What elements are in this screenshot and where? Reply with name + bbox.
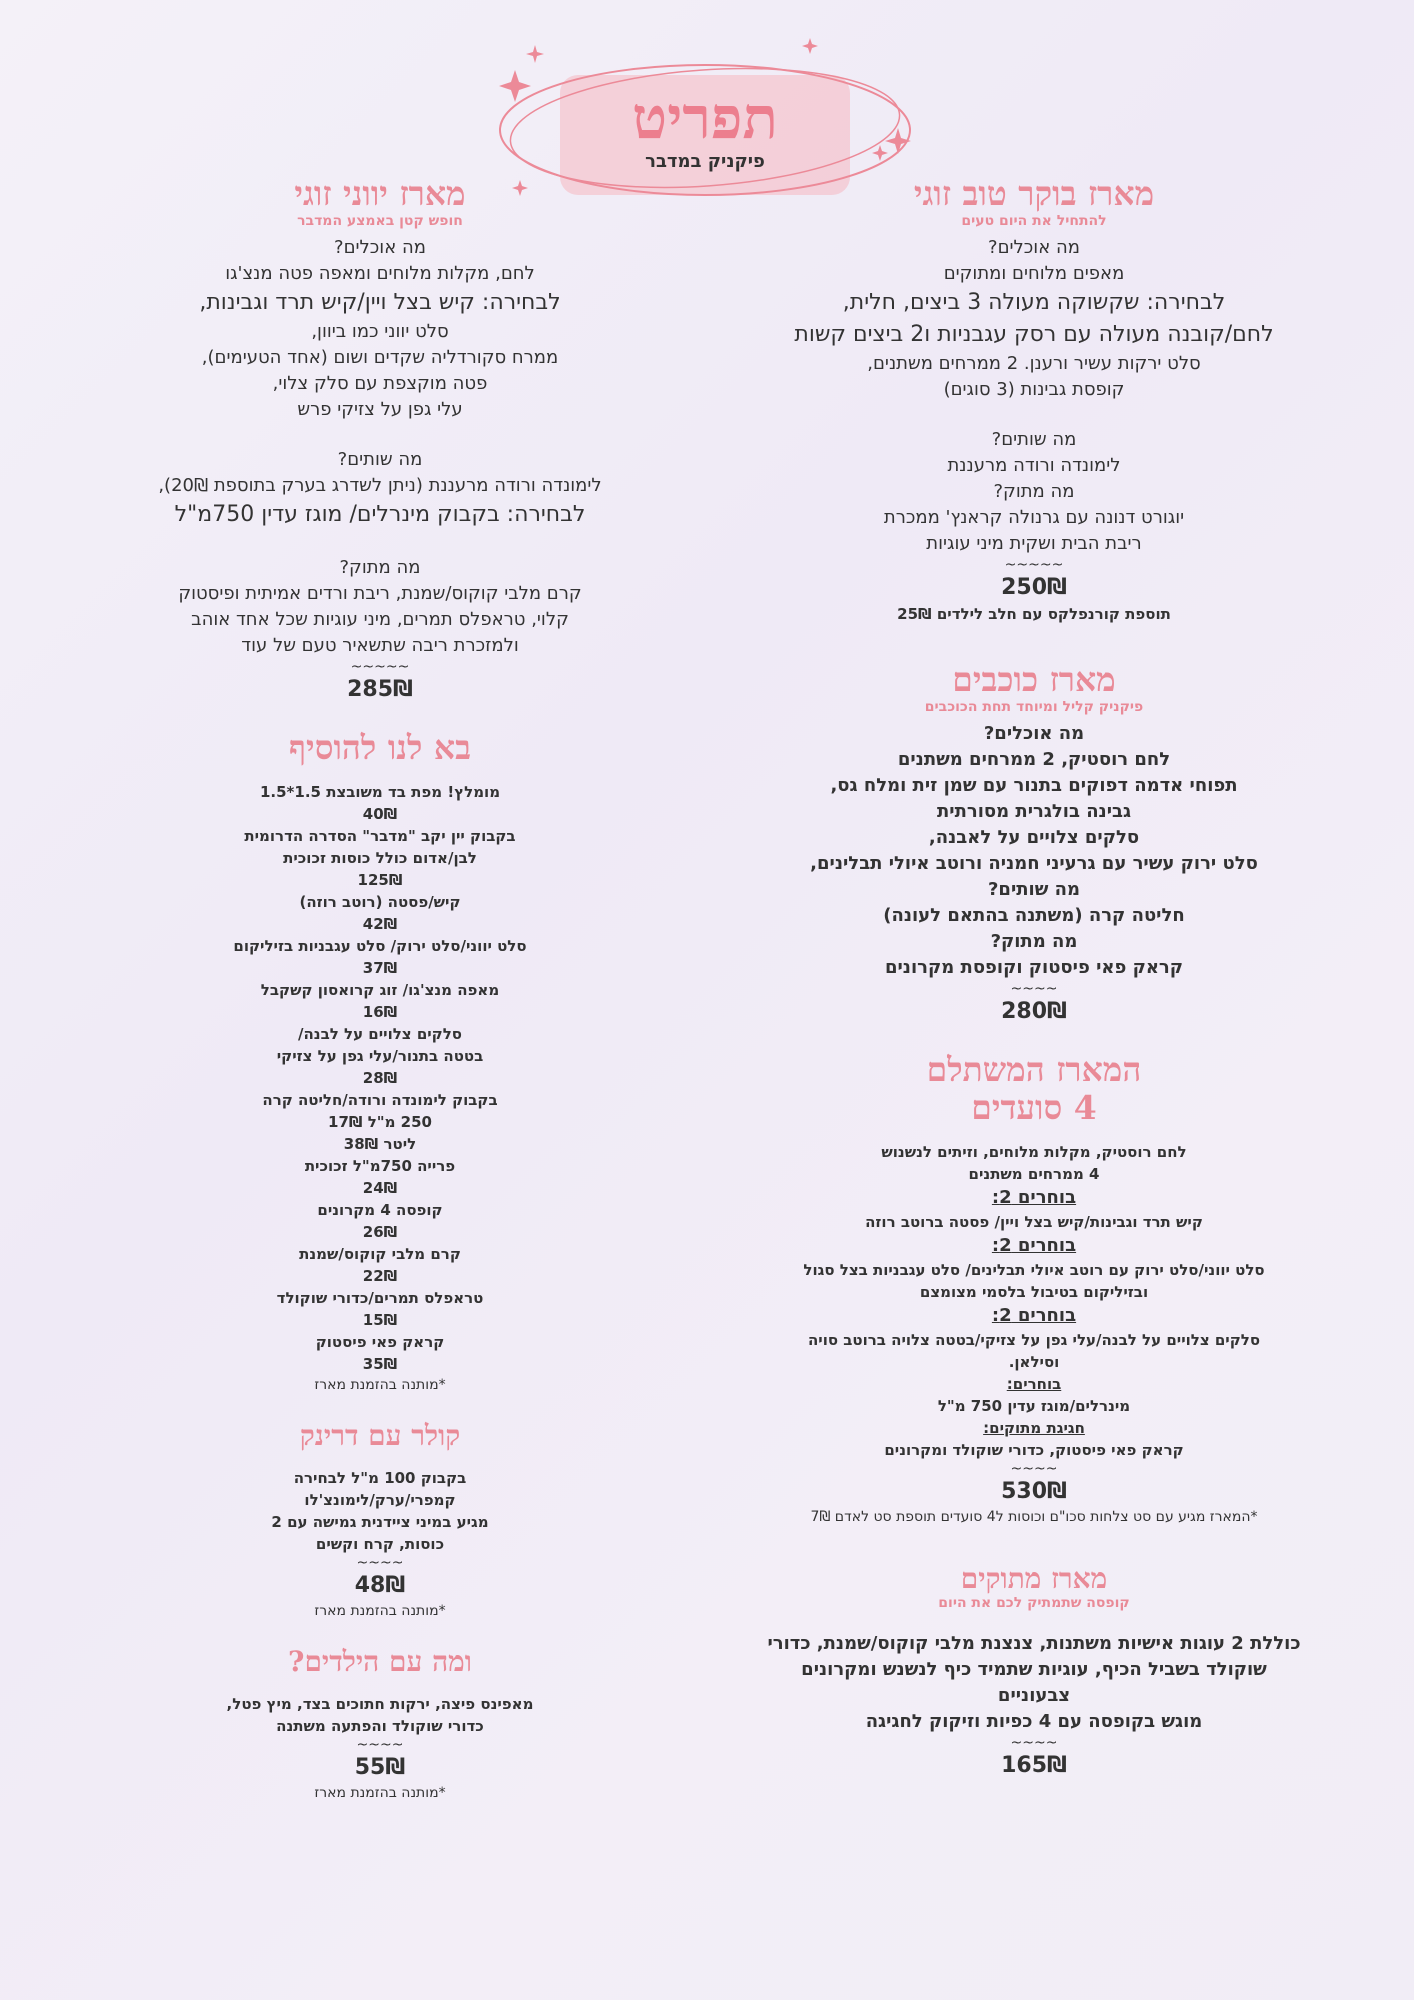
stars-package bbox=[724, 661, 1344, 1027]
section-title: מארז בוקר טוב זוגי bbox=[913, 174, 1155, 213]
menu-line: 4 ממרחים משתנים bbox=[968, 1165, 1100, 1183]
choice-label: חגיגת מתוקים: bbox=[983, 1419, 1085, 1437]
menu-line: ממרח סקורדליה שקדים ושום (אחד הטעימים), bbox=[201, 347, 559, 368]
menu-line: קיש תרד וגבינות/קיש בצל ויין/ פסטה ברוטב רוזה bbox=[865, 1213, 1203, 1231]
menu-line: קרם מלבי קוקוס/שמנת, ריבת ורדים אמיתית ופיסטוק bbox=[178, 583, 582, 604]
section-title: מארז כוכבים bbox=[952, 660, 1116, 699]
addon-price: 125₪ bbox=[357, 871, 403, 889]
menu-line: ובזיליקום בטיבול בלסמי מצומצם bbox=[919, 1283, 1149, 1301]
complete-package bbox=[724, 1051, 1344, 1527]
addon-line: מומלץ! מפת בד משובצת 1.5*1.5 bbox=[259, 783, 501, 801]
menu-line: קראק פאי פיסטוק וקופסת מקרונים bbox=[884, 957, 1184, 978]
menu-line: כוסות, קרח וקשים bbox=[315, 1535, 445, 1553]
footnote: *מותנה בהזמנת מארז bbox=[314, 1785, 446, 1801]
section-title: בא לנו להוסיף bbox=[288, 728, 472, 767]
separator: ~~~~ bbox=[356, 1555, 404, 1571]
menu-line: מה שותים? bbox=[991, 429, 1077, 450]
separator: ~~~~~ bbox=[1004, 557, 1064, 573]
price: 48₪ bbox=[354, 1573, 406, 1598]
section-subtitle: להתחיל את היום טעים bbox=[961, 213, 1107, 229]
menu-line: מוגש בקופסה עם 4 כפיות וזיקוק לחגיגה bbox=[865, 1711, 1203, 1732]
addon-line: מאפה מנצ'גו/ זוג קרואסון קשקבל bbox=[260, 981, 500, 999]
menu-line: מאפים מלוחים ומתוקים bbox=[943, 263, 1125, 284]
section-subtitle: פיקניק קליל ומיוחד תחת הכוכבים bbox=[924, 699, 1144, 715]
section-subtitle: חופש קטן באמצע המדבר bbox=[297, 213, 463, 229]
menu-line: לימונדה ורודה מרעננת (ניתן לשדרג בערק בתוספת 20₪), bbox=[158, 475, 602, 496]
right-column bbox=[724, 175, 1344, 1781]
menu-line: מאפינס פיצה, ירקות חתוכים בצד, מיץ פטל, bbox=[226, 1695, 534, 1713]
menu-line: מה מתוק? bbox=[990, 931, 1078, 952]
menu-line: לחם רוסטיק, מקלות מלוחים, וזיתים לנשנוש bbox=[881, 1143, 1187, 1161]
menu-line: קראק פאי פיסטוק, כדורי שוקולד ומקרונים bbox=[884, 1441, 1184, 1459]
price: 280₪ bbox=[1001, 999, 1067, 1024]
page-title: תפריט bbox=[632, 84, 778, 152]
addon-price: 40₪ bbox=[362, 805, 398, 823]
kids-package bbox=[70, 1645, 690, 1803]
separator: ~~~~ bbox=[1010, 981, 1058, 997]
section-title: מארז יווני זוגי bbox=[294, 174, 466, 213]
separator: ~~~~ bbox=[1010, 1461, 1058, 1477]
addon-price: 16₪ bbox=[362, 1003, 398, 1021]
addon-price: 28₪ bbox=[362, 1069, 398, 1087]
menu-line: עלי גפן על צזיקי פרש bbox=[297, 399, 463, 420]
menu-line: לחם/קובנה מעולה עם רסק עגבניות ו2 ביצים קשות bbox=[794, 322, 1274, 347]
addon-line: פרייה 750מ"ל זכוכית bbox=[304, 1157, 456, 1175]
menu-line: יוגורט דנונה עם גרנולה קראנץ' ממכרת bbox=[883, 507, 1185, 528]
addon-price: 37₪ bbox=[362, 959, 398, 977]
footnote: *המארז מגיע עם סט צלחות סכו"ם וכוסות ל4 סועדים תוספת סט לאדם 7₪ bbox=[810, 1509, 1258, 1525]
menu-line: לימונדה ורודה מרעננת bbox=[947, 455, 1121, 476]
menu-line: חליטה קרה (משתנה בהתאם לעונה) bbox=[883, 905, 1185, 926]
menu-line: מה שותים? bbox=[987, 879, 1081, 900]
menu-line: מה שותים? bbox=[337, 449, 423, 470]
separator: ~~~~~ bbox=[350, 659, 410, 675]
choice-label: בוחרים 2: bbox=[991, 1187, 1077, 1208]
menu-line: מה אוכלים? bbox=[334, 237, 426, 258]
menu-line: סלקים צלויים על לאבנה, bbox=[928, 827, 1140, 848]
price: 530₪ bbox=[1001, 1479, 1067, 1504]
addon-line: קופסה 4 מקרונים bbox=[317, 1201, 443, 1219]
addon-line: בטטה בתנור/עלי גפן על צזיקי bbox=[276, 1047, 484, 1065]
menu-line: סלט ירוק עשיר עם גרעיני חמניה ורוטב איולי תבלינים, bbox=[810, 853, 1258, 874]
menu-line: ריבת הבית ושקית מיני עוגיות bbox=[926, 533, 1142, 554]
addon-line: 250 מ"ל 17₪ bbox=[328, 1113, 432, 1131]
choice-label: בוחרים 2: bbox=[991, 1305, 1077, 1326]
menu-line: לבחירה: בקבוק מינרלים/ מוגז עדין 750מ"ל bbox=[174, 502, 586, 527]
menu-line: צבעוניים bbox=[997, 1685, 1071, 1706]
addon-price: 26₪ bbox=[362, 1223, 398, 1241]
menu-line: מינרלים/מוגז עדין 750 מ"ל bbox=[937, 1397, 1131, 1415]
section-title: קולר עם דרינק bbox=[299, 1419, 461, 1452]
menu-line: ולמזכרת ריבה שתשאיר טעם של עוד bbox=[241, 635, 519, 656]
menu-line: מגיע במיני ציידנית גמישה עם 2 bbox=[271, 1513, 489, 1531]
footnote: *מותנה בהזמנת מארז bbox=[314, 1377, 446, 1393]
price: 165₪ bbox=[1001, 1753, 1067, 1778]
menu-line: קופסת גבינות (3 סוגים) bbox=[943, 379, 1125, 400]
menu-line: לחם, מקלות מלוחים ומאפה פטה מנצ'גו bbox=[225, 263, 535, 284]
choice-label: בוחרים 2: bbox=[991, 1235, 1077, 1256]
menu-line: מה מתוק? bbox=[339, 557, 421, 578]
menu-line: סלט ירקות עשיר ורענן. 2 ממרחים משתנים, bbox=[867, 353, 1201, 374]
addon-price: 42₪ bbox=[362, 915, 398, 933]
addon-line: סלקים צלויים על לבנה/ bbox=[297, 1025, 462, 1043]
section-subtitle: קופסה שתמתיק לכם את היום bbox=[938, 1595, 1130, 1611]
menu-line: סלט יווני כמו ביוון, bbox=[311, 321, 449, 342]
menu-line: מה אוכלים? bbox=[988, 237, 1080, 258]
extra-note: תוספת קורנפלקס עם חלב לילדים 25₪ bbox=[897, 605, 1171, 623]
left-column bbox=[70, 175, 690, 1803]
separator: ~~~~ bbox=[356, 1737, 404, 1753]
greek-package bbox=[70, 175, 690, 705]
addon-line: קיש/פסטה (רוטב רוזה) bbox=[299, 893, 461, 911]
good-morning-package bbox=[724, 175, 1344, 625]
addon-line: לבן/אדום כולל כוסות זכוכית bbox=[283, 849, 477, 867]
sweets-package bbox=[724, 1563, 1344, 1781]
menu-line: פטה מוקצפת עם סלק צלוי, bbox=[272, 373, 488, 394]
section-title: ומה עם הילדים? bbox=[288, 1645, 472, 1678]
price: 285₪ bbox=[347, 677, 413, 702]
menu-line: כוללת 2 עוגות אישיות משתנות, צנצנת מלבי קוקוס/שמנת, כדורי bbox=[767, 1633, 1301, 1654]
addon-line: טראפלס תמרים/כדורי שוקולד bbox=[276, 1289, 484, 1307]
menu-line: לבחירה: שקשוקה מעולה 3 ביצים, חלית, bbox=[842, 290, 1226, 315]
separator: ~~~~ bbox=[1010, 1735, 1058, 1751]
menu-line: סלקים צלויים על לבנה/עלי גפן על צזיקי/בטטה צלויה ברוטב סויה bbox=[807, 1331, 1261, 1349]
menu-line: מה אוכלים? bbox=[983, 723, 1085, 744]
addon-line: קראק פאי פיסטוק bbox=[315, 1333, 445, 1351]
addon-price: 22₪ bbox=[362, 1267, 398, 1285]
addon-line: בקבוק יין יקב "מדבר" הסדרה הדרומית bbox=[244, 827, 516, 845]
menu-line: קמפרי/ערק/לימונצ'לו bbox=[304, 1491, 456, 1509]
cooler-drink bbox=[70, 1419, 690, 1621]
menu-line: גבינה בולגרית מסורתית bbox=[936, 801, 1132, 822]
menu-line: בקבוק 100 מ"ל לבחירה bbox=[293, 1469, 467, 1487]
addon-line: ליטר 38₪ bbox=[343, 1135, 417, 1153]
addon-price: 15₪ bbox=[362, 1311, 398, 1329]
menu-line: מה מתוק? bbox=[993, 481, 1075, 502]
addon-line: קרם מלבי קוקוס/שמנת bbox=[299, 1245, 461, 1263]
section-title: המארז המשתלם bbox=[926, 1050, 1142, 1089]
section-title-line2: 4 סועדים bbox=[971, 1088, 1097, 1127]
add-ons bbox=[70, 729, 690, 1395]
section-title: מארז מתוקים bbox=[960, 1562, 1108, 1595]
menu-line: קלוי, טראפלס תמרים, מיני עוגיות שכל אחד אוהב bbox=[191, 609, 569, 630]
menu-line: שוקולד בשביל הכיף, עוגיות שתמיד כיף לנשנש ומקרונים bbox=[801, 1659, 1267, 1680]
menu-line: תפוחי אדמה דפוקים בתנור עם שמן זית ומלח גס, bbox=[830, 775, 1238, 796]
page-subtitle: פיקניק במדבר bbox=[645, 151, 765, 172]
menu-line: וסילאן. bbox=[1008, 1353, 1060, 1371]
addon-line: בקבוק לימונדה ורודה/חליטה קרה bbox=[262, 1091, 498, 1109]
choice-label: בוחרים: bbox=[1006, 1375, 1062, 1393]
addon-price: 35₪ bbox=[362, 1355, 398, 1373]
menu-line: כדורי שוקולד והפתעה משתנה bbox=[276, 1717, 484, 1735]
price: 250₪ bbox=[1001, 575, 1067, 600]
menu-line: סלט יווני/סלט ירוק עם רוטב איולי תבלינים/ סלט עגבניות בצל סגול bbox=[803, 1261, 1265, 1279]
menu-line: לחם רוסטיק, 2 ממרחים משתנים bbox=[897, 749, 1171, 770]
addon-line: סלט יווני/סלט ירוק/ סלט עגבניות בזיליקום bbox=[233, 937, 527, 955]
price: 55₪ bbox=[354, 1755, 406, 1780]
footnote: *מותנה בהזמנת מארז bbox=[314, 1603, 446, 1619]
menu-line: לבחירה: קיש בצל ויין/קיש תרד וגבינות, bbox=[199, 290, 561, 315]
addon-price: 24₪ bbox=[362, 1179, 398, 1197]
